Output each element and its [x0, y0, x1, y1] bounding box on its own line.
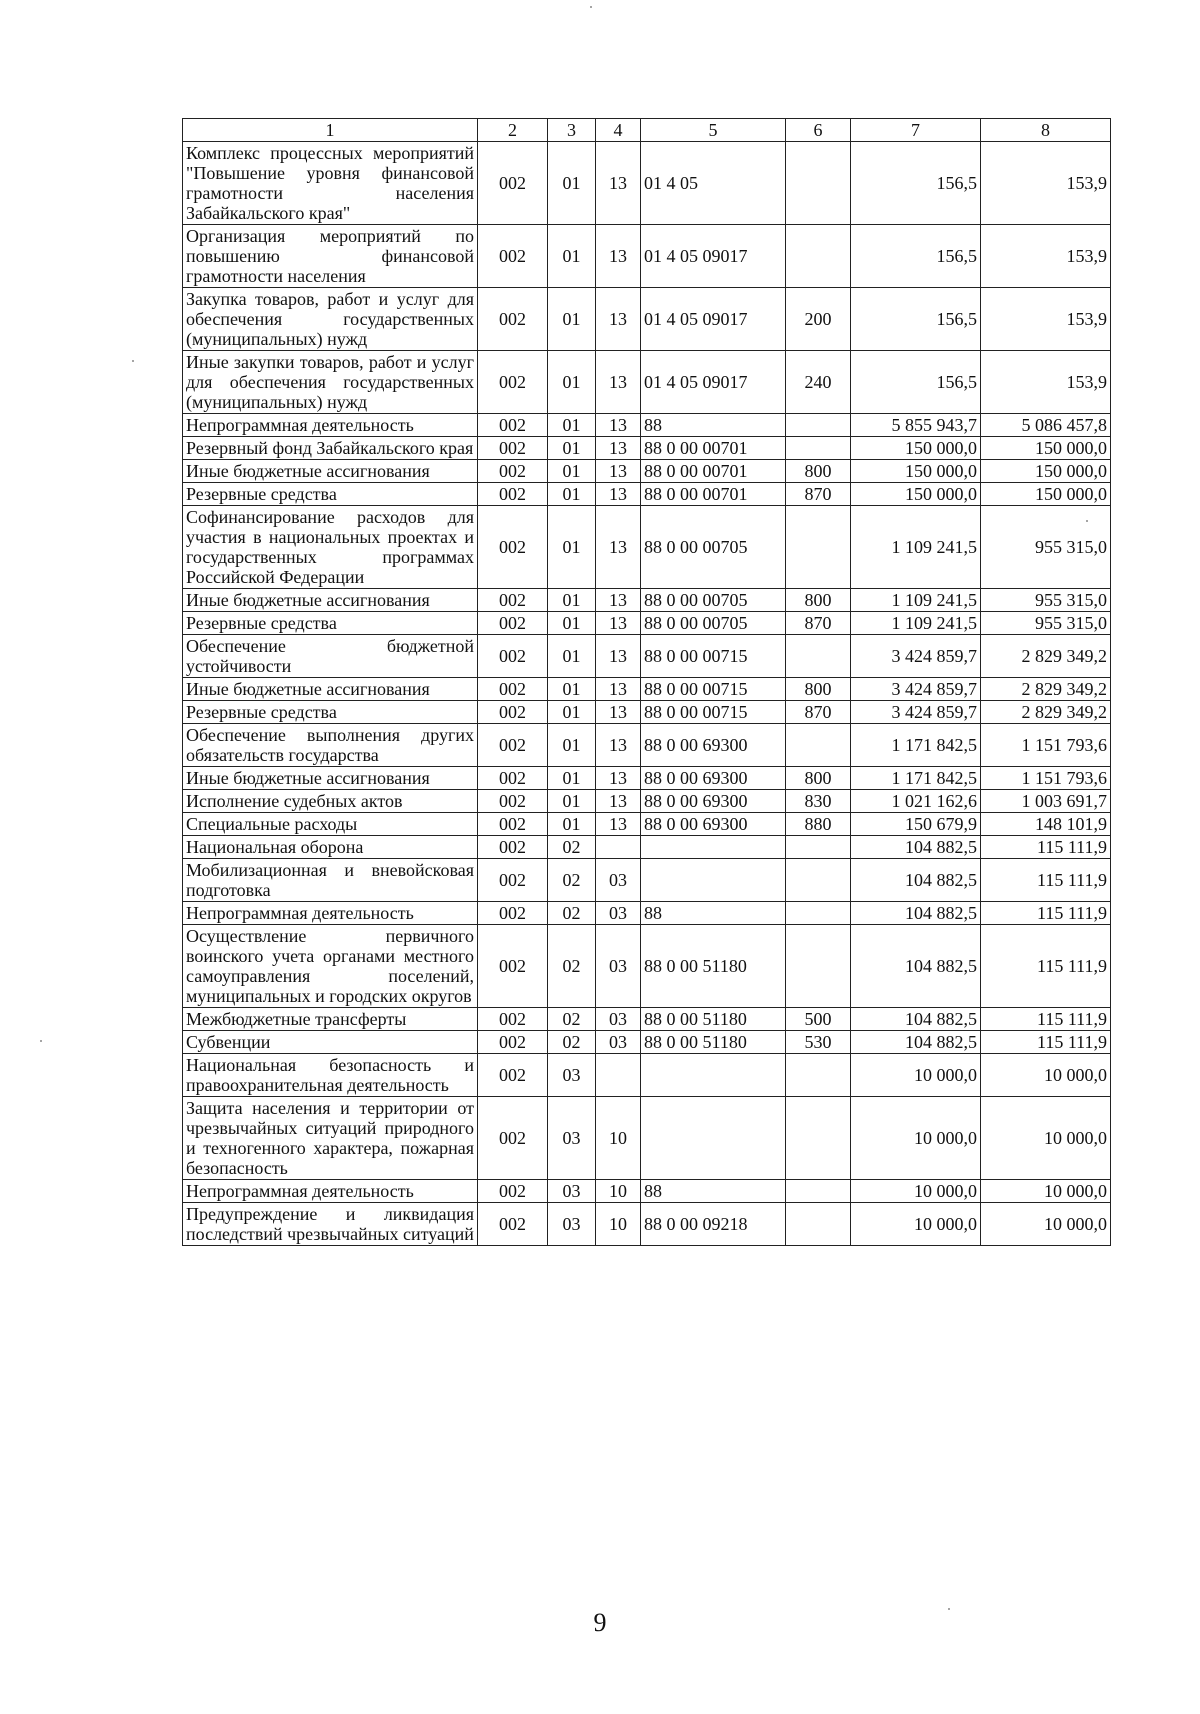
row-col-6: 830 [786, 790, 851, 813]
row-col-4: 13 [596, 437, 641, 460]
row-name: Иные бюджетные ассигнования [183, 678, 478, 701]
row-col-3: 01 [548, 724, 596, 767]
row-col-5: 88 0 00 69300 [641, 724, 786, 767]
row-col-3: 01 [548, 790, 596, 813]
row-name: Защита населения и территории от чрезвычайных ситуаций природного и техногенного характера, пожарная безопасность [183, 1097, 478, 1180]
row-col-8: 150 000,0 [981, 483, 1111, 506]
table-header-row [183, 119, 1111, 142]
table-row [183, 1203, 1111, 1246]
header-col-1: 1 [183, 119, 478, 142]
row-col-4: 13 [596, 767, 641, 790]
row-col-6: 870 [786, 483, 851, 506]
row-col-3: 01 [548, 288, 596, 351]
row-col-7: 104 882,5 [851, 925, 981, 1008]
row-col-6: 530 [786, 1031, 851, 1054]
row-col-3: 01 [548, 813, 596, 836]
row-name: Мобилизационная и вневойсковая подготовка [183, 859, 478, 902]
table-row [183, 1180, 1111, 1203]
row-col-8: 1 003 691,7 [981, 790, 1111, 813]
table-row [183, 678, 1111, 701]
row-col-2: 002 [478, 790, 548, 813]
row-col-7: 10 000,0 [851, 1180, 981, 1203]
row-col-3: 03 [548, 1097, 596, 1180]
page-number: 9 [593, 1608, 607, 1637]
row-col-8: 2 829 349,2 [981, 678, 1111, 701]
row-name: Закупка товаров, работ и услуг для обеспечения государственных (муниципальных) нужд [183, 288, 478, 351]
row-col-2: 002 [478, 437, 548, 460]
budget-table [182, 118, 1111, 1246]
row-col-3: 01 [548, 460, 596, 483]
row-col-5 [641, 1054, 786, 1097]
row-col-8: 115 111,9 [981, 925, 1111, 1008]
row-col-5: 88 0 00 51180 [641, 925, 786, 1008]
row-col-8: 2 829 349,2 [981, 701, 1111, 724]
row-col-5: 88 0 00 00715 [641, 701, 786, 724]
row-col-7: 3 424 859,7 [851, 701, 981, 724]
row-name: Непрограммная деятельность [183, 414, 478, 437]
row-col-3: 02 [548, 859, 596, 902]
row-col-5: 88 0 00 00701 [641, 460, 786, 483]
header-col-8: 8 [981, 119, 1111, 142]
row-col-2: 002 [478, 813, 548, 836]
table-row [183, 225, 1111, 288]
row-col-6 [786, 724, 851, 767]
row-col-3: 01 [548, 612, 596, 635]
table-row [183, 288, 1111, 351]
header-col-6: 6 [786, 119, 851, 142]
row-col-5: 01 4 05 09017 [641, 351, 786, 414]
row-col-8: 153,9 [981, 288, 1111, 351]
row-col-3: 01 [548, 701, 596, 724]
row-col-3: 01 [548, 437, 596, 460]
row-col-3: 02 [548, 902, 596, 925]
table-row [183, 635, 1111, 678]
row-col-5: 88 [641, 902, 786, 925]
row-col-2: 002 [478, 1097, 548, 1180]
row-col-4: 13 [596, 589, 641, 612]
scan-speck [132, 360, 134, 362]
row-name: Специальные расходы [183, 813, 478, 836]
row-col-4: 13 [596, 813, 641, 836]
row-col-4: 13 [596, 724, 641, 767]
row-col-6: 800 [786, 767, 851, 790]
row-col-5: 88 0 00 09218 [641, 1203, 786, 1246]
row-col-4: 13 [596, 790, 641, 813]
row-col-2: 002 [478, 925, 548, 1008]
row-col-6: 800 [786, 460, 851, 483]
row-col-7: 156,5 [851, 351, 981, 414]
row-col-7: 10 000,0 [851, 1203, 981, 1246]
row-col-4 [596, 1054, 641, 1097]
table-row [183, 859, 1111, 902]
row-col-7: 150 000,0 [851, 437, 981, 460]
row-col-2: 002 [478, 859, 548, 902]
row-col-7: 5 855 943,7 [851, 414, 981, 437]
row-col-5 [641, 1097, 786, 1180]
row-col-3: 03 [548, 1054, 596, 1097]
header-col-5: 5 [641, 119, 786, 142]
row-col-6 [786, 506, 851, 589]
scan-speck [1086, 520, 1088, 522]
row-col-4 [596, 836, 641, 859]
row-col-6 [786, 414, 851, 437]
row-col-7: 10 000,0 [851, 1097, 981, 1180]
row-col-5: 88 0 00 00715 [641, 635, 786, 678]
row-col-3: 02 [548, 1008, 596, 1031]
row-col-7: 1 109 241,5 [851, 589, 981, 612]
row-col-2: 002 [478, 483, 548, 506]
row-col-3: 01 [548, 767, 596, 790]
row-col-2: 002 [478, 351, 548, 414]
row-name: Резервные средства [183, 701, 478, 724]
row-col-4: 13 [596, 483, 641, 506]
table-row [183, 813, 1111, 836]
row-col-8: 1 151 793,6 [981, 767, 1111, 790]
row-col-5: 88 0 00 69300 [641, 813, 786, 836]
row-col-3: 01 [548, 142, 596, 225]
row-col-5: 88 [641, 414, 786, 437]
row-col-6 [786, 925, 851, 1008]
row-col-8: 115 111,9 [981, 836, 1111, 859]
scan-speck [948, 1608, 950, 1610]
row-name: Комплекс процессных мероприятий "Повышение уровня финансовой грамотности населения Забайкальского края" [183, 142, 478, 225]
row-col-8: 10 000,0 [981, 1180, 1111, 1203]
row-name: Иные закупки товаров, работ и услуг для обеспечения государственных (муниципальных) нужд [183, 351, 478, 414]
row-col-5: 88 [641, 1180, 786, 1203]
row-col-4: 13 [596, 506, 641, 589]
header-col-2: 2 [478, 119, 548, 142]
row-col-8: 115 111,9 [981, 902, 1111, 925]
scan-speck [590, 6, 592, 8]
row-col-8: 10 000,0 [981, 1054, 1111, 1097]
scan-speck [40, 1040, 42, 1042]
row-col-5: 88 0 00 51180 [641, 1031, 786, 1054]
row-col-6 [786, 437, 851, 460]
table-row [183, 902, 1111, 925]
table-row [183, 701, 1111, 724]
table-row [183, 483, 1111, 506]
row-col-7: 104 882,5 [851, 1008, 981, 1031]
row-col-5: 88 0 00 69300 [641, 790, 786, 813]
row-col-2: 002 [478, 288, 548, 351]
table-row [183, 1054, 1111, 1097]
row-col-3: 02 [548, 836, 596, 859]
row-col-8: 150 000,0 [981, 460, 1111, 483]
row-col-8: 115 111,9 [981, 1031, 1111, 1054]
row-col-4: 13 [596, 635, 641, 678]
row-col-6: 870 [786, 701, 851, 724]
row-col-2: 002 [478, 1180, 548, 1203]
row-col-6 [786, 859, 851, 902]
table-row [183, 437, 1111, 460]
row-name: Иные бюджетные ассигнования [183, 589, 478, 612]
row-col-6 [786, 635, 851, 678]
row-name: Обеспечение бюджетной устойчивости [183, 635, 478, 678]
table-row [183, 414, 1111, 437]
row-name: Осуществление первичного воинского учета органами местного самоуправления поселений, муниципальных и городских округов [183, 925, 478, 1008]
row-col-3: 03 [548, 1180, 596, 1203]
row-col-6: 800 [786, 589, 851, 612]
row-col-5: 01 4 05 09017 [641, 288, 786, 351]
table-row [183, 460, 1111, 483]
row-col-4: 03 [596, 925, 641, 1008]
row-col-6 [786, 902, 851, 925]
row-col-8: 153,9 [981, 142, 1111, 225]
row-col-8: 10 000,0 [981, 1097, 1111, 1180]
row-col-7: 3 424 859,7 [851, 635, 981, 678]
row-name: Резервные средства [183, 483, 478, 506]
row-col-4: 13 [596, 225, 641, 288]
row-col-2: 002 [478, 701, 548, 724]
table-row [183, 836, 1111, 859]
row-name: Иные бюджетные ассигнования [183, 460, 478, 483]
row-col-5: 88 0 00 51180 [641, 1008, 786, 1031]
row-col-2: 002 [478, 460, 548, 483]
row-name: Организация мероприятий по повышению финансовой грамотности населения [183, 225, 478, 288]
row-col-3: 01 [548, 351, 596, 414]
row-col-2: 002 [478, 1031, 548, 1054]
row-name: Резервный фонд Забайкальского края [183, 437, 478, 460]
row-col-2: 002 [478, 1008, 548, 1031]
row-col-5: 88 0 00 00701 [641, 483, 786, 506]
row-col-4: 13 [596, 351, 641, 414]
row-col-7: 104 882,5 [851, 902, 981, 925]
row-col-7: 150 000,0 [851, 483, 981, 506]
row-col-5: 01 4 05 [641, 142, 786, 225]
table-row [183, 1097, 1111, 1180]
row-name: Софинансирование расходов для участия в национальных проектах и государственных программах Российской Федерации [183, 506, 478, 589]
row-col-4: 13 [596, 612, 641, 635]
row-col-2: 002 [478, 142, 548, 225]
row-col-8: 955 315,0 [981, 506, 1111, 589]
row-col-5: 88 0 00 00715 [641, 678, 786, 701]
row-col-5: 88 0 00 00701 [641, 437, 786, 460]
row-col-7: 104 882,5 [851, 1031, 981, 1054]
row-col-8: 153,9 [981, 225, 1111, 288]
row-col-8: 955 315,0 [981, 589, 1111, 612]
row-col-2: 002 [478, 225, 548, 288]
row-col-3: 01 [548, 414, 596, 437]
row-col-3: 01 [548, 589, 596, 612]
row-col-4: 10 [596, 1097, 641, 1180]
row-col-4: 10 [596, 1203, 641, 1246]
row-col-5 [641, 836, 786, 859]
table-row [183, 589, 1111, 612]
row-col-2: 002 [478, 1054, 548, 1097]
row-col-3: 01 [548, 506, 596, 589]
row-col-7: 1 021 162,6 [851, 790, 981, 813]
row-col-6 [786, 836, 851, 859]
row-col-4: 10 [596, 1180, 641, 1203]
row-col-5: 88 0 00 00705 [641, 506, 786, 589]
row-col-3: 01 [548, 225, 596, 288]
row-name: Обеспечение выполнения других обязательств государства [183, 724, 478, 767]
row-col-2: 002 [478, 589, 548, 612]
row-col-3: 02 [548, 1031, 596, 1054]
row-col-7: 3 424 859,7 [851, 678, 981, 701]
table-row [183, 506, 1111, 589]
row-name: Непрограммная деятельность [183, 1180, 478, 1203]
row-col-3: 03 [548, 1203, 596, 1246]
row-col-3: 01 [548, 635, 596, 678]
row-col-2: 002 [478, 1203, 548, 1246]
row-col-2: 002 [478, 836, 548, 859]
row-col-2: 002 [478, 612, 548, 635]
row-name: Иные бюджетные ассигнования [183, 767, 478, 790]
row-col-7: 156,5 [851, 142, 981, 225]
row-name: Исполнение судебных актов [183, 790, 478, 813]
row-col-4: 13 [596, 288, 641, 351]
row-col-7: 1 171 842,5 [851, 724, 981, 767]
table-row [183, 142, 1111, 225]
table-row [183, 1031, 1111, 1054]
row-col-4: 03 [596, 1008, 641, 1031]
row-name: Непрограммная деятельность [183, 902, 478, 925]
row-col-8: 150 000,0 [981, 437, 1111, 460]
row-col-7: 1 109 241,5 [851, 506, 981, 589]
row-col-8: 153,9 [981, 351, 1111, 414]
row-col-6: 500 [786, 1008, 851, 1031]
table-row [183, 612, 1111, 635]
row-col-4: 13 [596, 414, 641, 437]
row-col-6 [786, 225, 851, 288]
row-col-5: 01 4 05 09017 [641, 225, 786, 288]
table-row [183, 925, 1111, 1008]
row-col-7: 1 109 241,5 [851, 612, 981, 635]
row-col-7: 150 679,9 [851, 813, 981, 836]
row-col-2: 002 [478, 767, 548, 790]
row-col-6 [786, 1203, 851, 1246]
row-col-4: 03 [596, 859, 641, 902]
row-col-7: 10 000,0 [851, 1054, 981, 1097]
row-name: Национальная безопасность и правоохранительная деятельность [183, 1054, 478, 1097]
row-name: Межбюджетные трансферты [183, 1008, 478, 1031]
row-col-2: 002 [478, 635, 548, 678]
row-col-5: 88 0 00 00705 [641, 612, 786, 635]
row-col-6: 240 [786, 351, 851, 414]
table-row [183, 724, 1111, 767]
row-col-8: 148 101,9 [981, 813, 1111, 836]
header-col-7: 7 [851, 119, 981, 142]
row-col-4: 03 [596, 1031, 641, 1054]
row-col-2: 002 [478, 724, 548, 767]
table-row [183, 790, 1111, 813]
row-col-6: 880 [786, 813, 851, 836]
row-col-6 [786, 1097, 851, 1180]
row-col-3: 02 [548, 925, 596, 1008]
row-col-8: 5 086 457,8 [981, 414, 1111, 437]
row-col-5: 88 0 00 69300 [641, 767, 786, 790]
row-col-7: 156,5 [851, 225, 981, 288]
table-row [183, 1008, 1111, 1031]
row-col-7: 150 000,0 [851, 460, 981, 483]
table-row [183, 351, 1111, 414]
row-col-7: 156,5 [851, 288, 981, 351]
row-col-5: 88 0 00 00705 [641, 589, 786, 612]
row-col-6 [786, 1180, 851, 1203]
row-col-2: 002 [478, 678, 548, 701]
row-col-8: 2 829 349,2 [981, 635, 1111, 678]
row-col-6 [786, 1054, 851, 1097]
header-col-3: 3 [548, 119, 596, 142]
row-col-8: 1 151 793,6 [981, 724, 1111, 767]
row-col-7: 104 882,5 [851, 859, 981, 902]
header-col-4: 4 [596, 119, 641, 142]
row-col-4: 13 [596, 678, 641, 701]
row-col-2: 002 [478, 902, 548, 925]
row-col-4: 13 [596, 701, 641, 724]
row-col-2: 002 [478, 506, 548, 589]
row-col-8: 115 111,9 [981, 1008, 1111, 1031]
row-col-6 [786, 142, 851, 225]
row-col-6: 800 [786, 678, 851, 701]
row-name: Резервные средства [183, 612, 478, 635]
row-col-8: 10 000,0 [981, 1203, 1111, 1246]
row-col-3: 01 [548, 678, 596, 701]
row-col-4: 13 [596, 142, 641, 225]
row-col-5 [641, 859, 786, 902]
row-name: Субвенции [183, 1031, 478, 1054]
row-col-8: 115 111,9 [981, 859, 1111, 902]
row-col-3: 01 [548, 483, 596, 506]
row-col-6: 870 [786, 612, 851, 635]
row-col-2: 002 [478, 414, 548, 437]
row-name: Национальная оборона [183, 836, 478, 859]
row-col-4: 13 [596, 460, 641, 483]
row-col-7: 104 882,5 [851, 836, 981, 859]
table-body [183, 142, 1111, 1246]
row-col-6: 200 [786, 288, 851, 351]
row-col-7: 1 171 842,5 [851, 767, 981, 790]
row-col-4: 03 [596, 902, 641, 925]
row-col-8: 955 315,0 [981, 612, 1111, 635]
table-row [183, 767, 1111, 790]
row-name: Предупреждение и ликвидация последствий чрезвычайных ситуаций [183, 1203, 478, 1246]
